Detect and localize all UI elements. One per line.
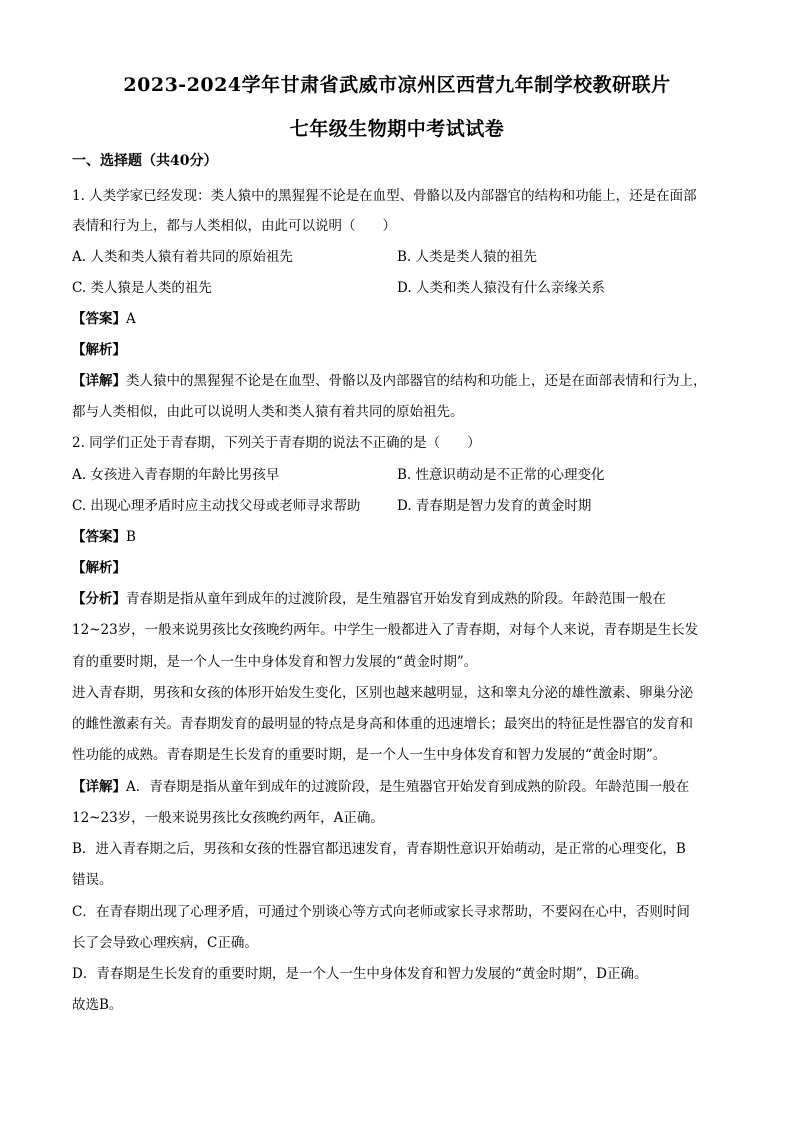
q1-detail-line2: 都与人类相似，由此可以说明人类和类人猿有着共同的原始祖先。 (72, 404, 464, 420)
q2-option-c: C. 出现心理矛盾时应主动找父母或老师寻求帮助 (72, 498, 361, 514)
q2-conclusion: 故选B。 (72, 997, 123, 1013)
q2-detail-c2: 长了会导致心理疾病，C正确。 (72, 935, 258, 951)
q1-stem-line2: 表情和行为上，都与人类相似，由此可以说明（ ） (72, 218, 396, 234)
q2-detail-a2: 12~23岁，一般来说男孩比女孩晚约两年，A正确。 (72, 810, 384, 826)
q2-fenxi-line1 (72, 587, 666, 607)
q2-detail-a1-text: A．青春期是指从童年到成年的过渡阶段，是生殖器官开始发育到成熟的阶段。年龄范围一般在 (126, 779, 690, 795)
q2-analysis-tag: 【解析】 (72, 560, 126, 576)
q1-option-c: C. 类人猿是人类的祖先 (72, 280, 212, 296)
q2-answer-tag: 【答案】 (72, 529, 126, 545)
q2-detail-c1: C．在青春期出现了心理矛盾，可通过个别谈心等方式向老师或家长寻求帮助，不要闷在心中，否则时间 (72, 904, 690, 920)
q2-answer-value: B (126, 529, 136, 545)
q2-detail-d1: D．青春期是生长发育的重要时期，是一个人一生中身体发育和智力发展的“黄金时期”，D正确。 (72, 966, 648, 982)
section-heading: 一、选择题（共40分） (72, 153, 218, 169)
q1-option-a: A. 人类和类人猿有着共同的原始祖先 (72, 249, 293, 265)
q1-option-d: D. 人类和类人猿没有什么亲缘关系 (397, 280, 605, 296)
q1-detail-tag: 【详解】 (72, 373, 126, 389)
exam-title-line1: 2023-2024学年甘肃省武威市凉州区西营九年制学校教研联片 (123, 74, 671, 96)
q2-fenxi-line2: 12~23岁，一般来说男孩比女孩晚约两年。中学生一般都进入了青春期，对每个人来说，青春期是生长发 (72, 622, 699, 638)
q1-answer-tag: 【答案】 (72, 311, 126, 327)
q2-stem: 2. 同学们正处于青春期，下列关于青春期的说法不正确的是（ ） (72, 435, 481, 451)
q2-option-d: D. 青春期是智力发育的黄金时期 (397, 498, 592, 514)
q2-option-b: B. 性意识萌动是不正常的心理变化 (397, 467, 605, 483)
q1-answer-value: A (126, 311, 136, 327)
q1-answer-row (72, 307, 136, 327)
q2-fenxi-line4: 进入青春期，男孩和女孩的体形开始发生变化，区别也越来越明显，这和睾丸分泌的雄性激素、卵巢分泌 (72, 685, 693, 701)
q2-fenxi-tag: 【分析】 (72, 591, 126, 607)
exam-title-line2: 七年级生物期中考试试卷 (289, 118, 505, 140)
q2-option-a: A. 女孩进入青春期的年龄比男孩早 (72, 467, 280, 483)
q1-option-b: B. 人类是类人猿的祖先 (397, 249, 538, 265)
q2-fenxi-line3: 育的重要时期，是一个人一生中身体发育和智力发展的“黄金时期”。 (72, 654, 478, 670)
q2-detail-tag: 【详解】 (72, 779, 126, 795)
q2-detail-b1: B．进入青春期之后，男孩和女孩的性器官都迅速发育，青春期性意识开始萌动，是正常的心理变化，B (72, 841, 686, 857)
q2-fenxi-text1: 青春期是指从童年到成年的过渡阶段，是生殖器官开始发育到成熟的阶段。年龄范围一般在 (126, 591, 666, 607)
q2-detail-b2: 错误。 (72, 872, 113, 888)
q2-detail-a1 (72, 775, 689, 795)
q1-analysis-tag: 【解析】 (72, 342, 126, 358)
q2-fenxi-line6: 性功能的成熟。青春期是生长发育的重要时期，是一个人一生中身体发育和智力发展的“黄金时期”。 (72, 747, 667, 763)
q1-detail-line1 (72, 369, 707, 389)
q1-stem-line1: 1. 人类学家已经发现：类人猿中的黑猩猩不论是在血型、骨骼以及内部器官的结构和功能上，还是在面部 (72, 188, 697, 204)
q2-fenxi-line5: 的雌性激素有关。青春期发育的最明显的特点是身高和体重的迅速增长；最突出的特征是性器官的发育和 (72, 716, 693, 732)
q1-detail-text1: 类人猿中的黑猩猩不论是在血型、骨骼以及内部器官的结构和功能上，还是在面部表情和行为上， (126, 373, 707, 389)
q2-answer-row (72, 525, 136, 545)
